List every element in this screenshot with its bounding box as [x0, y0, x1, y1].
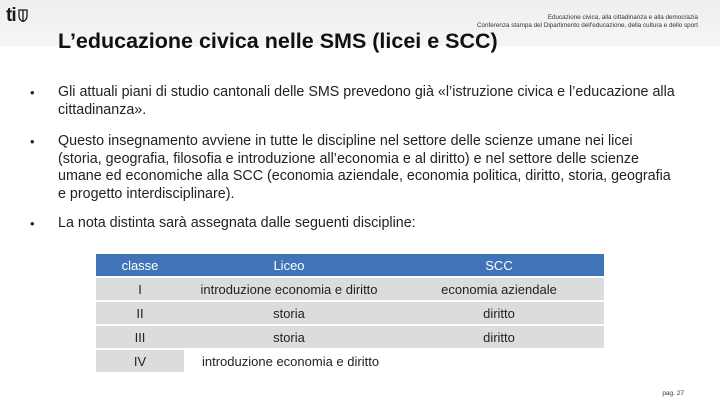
cell-scc: diritto	[394, 326, 604, 348]
header-info	[477, 14, 698, 30]
cell-classe: II	[96, 302, 184, 324]
cell-scc: economia aziendale	[394, 278, 604, 300]
table-row	[96, 350, 604, 372]
cell-liceo: introduzione economia e diritto	[184, 278, 394, 300]
cell-classe: III	[96, 326, 184, 348]
cell-liceo: storia	[184, 302, 394, 324]
table-row	[96, 302, 604, 324]
cell-scc: diritto	[394, 302, 604, 324]
bullet-symbol: •	[30, 216, 35, 231]
disciplines-table	[96, 252, 604, 374]
bullet-item	[30, 133, 680, 203]
page-number: pag. 27	[662, 390, 684, 397]
cell-scc	[394, 350, 604, 372]
bullet-list	[30, 84, 680, 233]
table-row	[96, 278, 604, 300]
bullet-item	[30, 84, 680, 119]
bullet-symbol: •	[30, 134, 35, 149]
logo-text: ti	[6, 5, 16, 26]
table-row	[96, 326, 604, 348]
header-classe: classe	[96, 254, 184, 276]
bullet-text: Gli attuali piani di studio cantonali delle SMS prevedono già «l’istruzione civica e l’educazione alla cittadinanza».	[58, 84, 675, 118]
logo	[6, 6, 28, 25]
cell-liceo: introduzione economia e diritto	[202, 353, 380, 369]
header-scc: SCC	[394, 254, 604, 276]
bullet-symbol: •	[30, 85, 35, 100]
bullet-text: La nota distinta sarà assegnata dalle seguenti discipline:	[58, 215, 416, 231]
bullet-item	[30, 215, 680, 233]
slide-title: L’educazione civica nelle SMS (licei e SCC)	[58, 29, 498, 53]
bullet-text: Questo insegnamento avviene in tutte le discipline nel settore delle scienze umane nei licei (storia, geografia, filosofia e introduzione all’economia e al diritto) e nel settore delle scienze umane ed economiche alla SCC (economia aziendale, economia politica, diritto, storia, geografia e progetto interdisciplinare).	[58, 133, 671, 202]
cell-liceo: storia	[184, 326, 394, 348]
table-header-row	[96, 254, 604, 276]
canton-shield-icon	[18, 9, 28, 22]
cell-classe: I	[96, 278, 184, 300]
header-line-1: Educazione civica, alla cittadinanza e alla democrazia	[547, 14, 698, 21]
header-liceo: Liceo	[184, 254, 394, 276]
header-line-2: Conferenza stampa del Dipartimento dell'educazione, della cultura e dello sport	[476, 22, 698, 29]
cell-classe: IV	[96, 350, 184, 372]
